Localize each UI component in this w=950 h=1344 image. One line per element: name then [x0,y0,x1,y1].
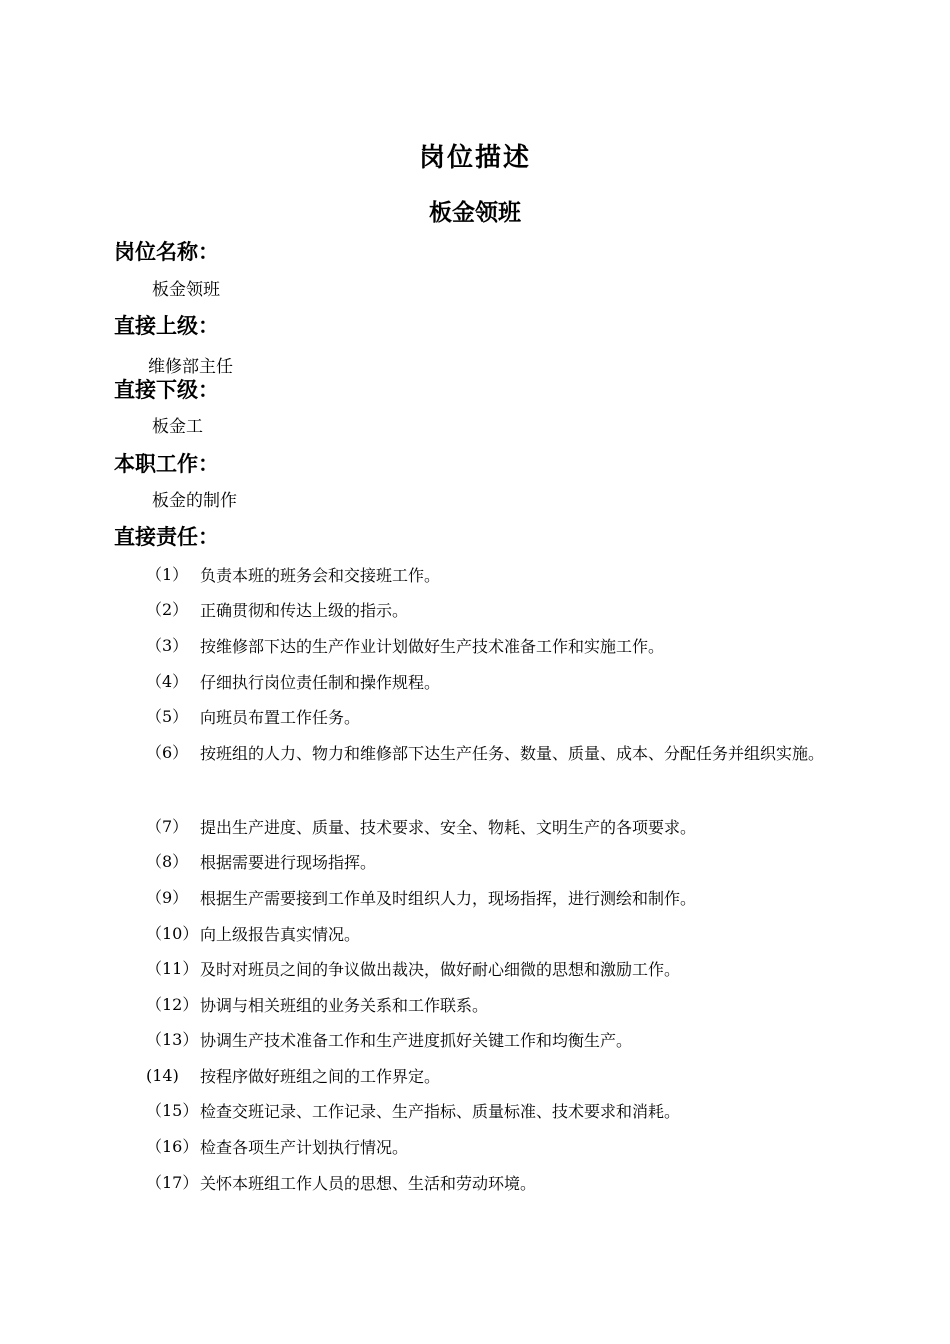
responsibility-item [146,922,850,953]
item-text: 协调与相关班组的业务关系和工作联系。 [200,996,489,1015]
responsibility-item [146,886,850,917]
position-name-heading: 岗位名称： [114,240,219,264]
responsibility-item [146,815,850,846]
item-text: 及时对班员之间的争议做出裁决，做好耐心细微的思想和激励工作。 [200,960,681,979]
responsibility-item [146,993,850,1024]
item-text: 按维修部下达的生产作业计划做好生产技术准备工作和实施工作。 [200,637,665,656]
item-text: 按班组的人力、物力和维修部下达生产任务、数量、质量、成本、分配任务并组织实施。 [200,744,825,763]
item-number: （10） [146,924,199,943]
item-number: （4） [146,672,189,691]
subordinate-heading: 直接下级： [114,378,219,402]
responsibility-item [146,850,850,881]
responsibility-item [146,1099,850,1130]
item-number: （17） [146,1173,199,1192]
responsibility-item [146,1028,850,1059]
item-number: （11） [146,959,199,978]
item-text: 协调生产技术准备工作和生产进度抓好关键工作和均衡生产。 [200,1031,633,1050]
responsibility-item [146,634,850,665]
item-number: (14) [146,1066,179,1085]
responsibility-item [146,598,850,629]
item-text: 检查各项生产计划执行情况。 [200,1138,409,1157]
item-number: （15） [146,1101,199,1120]
responsibility-item [146,705,850,736]
item-number: （13） [146,1030,199,1049]
responsibility-item [146,741,850,772]
item-number: （16） [146,1137,199,1156]
position-name-value: 板金领班 [152,280,220,300]
item-text: 按程序做好班组之间的工作界定。 [200,1067,441,1086]
duty-value: 板金的制作 [152,491,237,511]
item-text: 正确贯彻和传达上级的指示。 [200,601,409,620]
item-number: （6） [146,743,189,762]
responsibility-item [146,1171,850,1202]
item-number: （12） [146,995,199,1014]
responsibility-item [146,1135,850,1166]
duty-heading: 本职工作： [114,452,219,476]
item-text: 检查交班记录、工作记录、生产指标、质量标准、技术要求和消耗。 [200,1102,681,1121]
document-title: 岗位描述 [418,143,531,173]
responsibility-item [146,957,850,988]
responsibility-heading: 直接责任： [114,525,219,549]
item-text: 向班员布置工作任务。 [200,708,361,727]
item-text: 根据需要进行现场指挥。 [200,853,377,872]
item-number: （1） [146,565,189,584]
item-text: 提出生产进度、质量、技术要求、安全、物耗、文明生产的各项要求。 [200,818,697,837]
item-text: 根据生产需要接到工作单及时组织人力，现场指挥，进行测绘和制作。 [200,889,697,908]
item-number: （3） [146,636,189,655]
responsibility-item [146,1064,850,1095]
item-number: （9） [146,888,189,907]
item-number: （5） [146,707,189,726]
item-text: 关怀本班组工作人员的思想、生活和劳动环境。 [200,1174,537,1193]
item-number: （7） [146,817,189,836]
item-number: （8） [146,852,189,871]
document-subtitle: 板金领班 [429,200,521,226]
item-text: 负责本班的班务会和交接班工作。 [200,566,441,585]
item-number: （2） [146,600,189,619]
responsibility-item [146,670,850,701]
item-text: 向上级报告真实情况。 [200,925,361,944]
responsibility-item [146,563,850,594]
item-text: 仔细执行岗位责任制和操作规程。 [200,673,441,692]
superior-value: 维修部主任 [148,357,233,377]
subordinate-value: 板金工 [152,417,203,437]
superior-heading: 直接上级： [114,314,219,338]
